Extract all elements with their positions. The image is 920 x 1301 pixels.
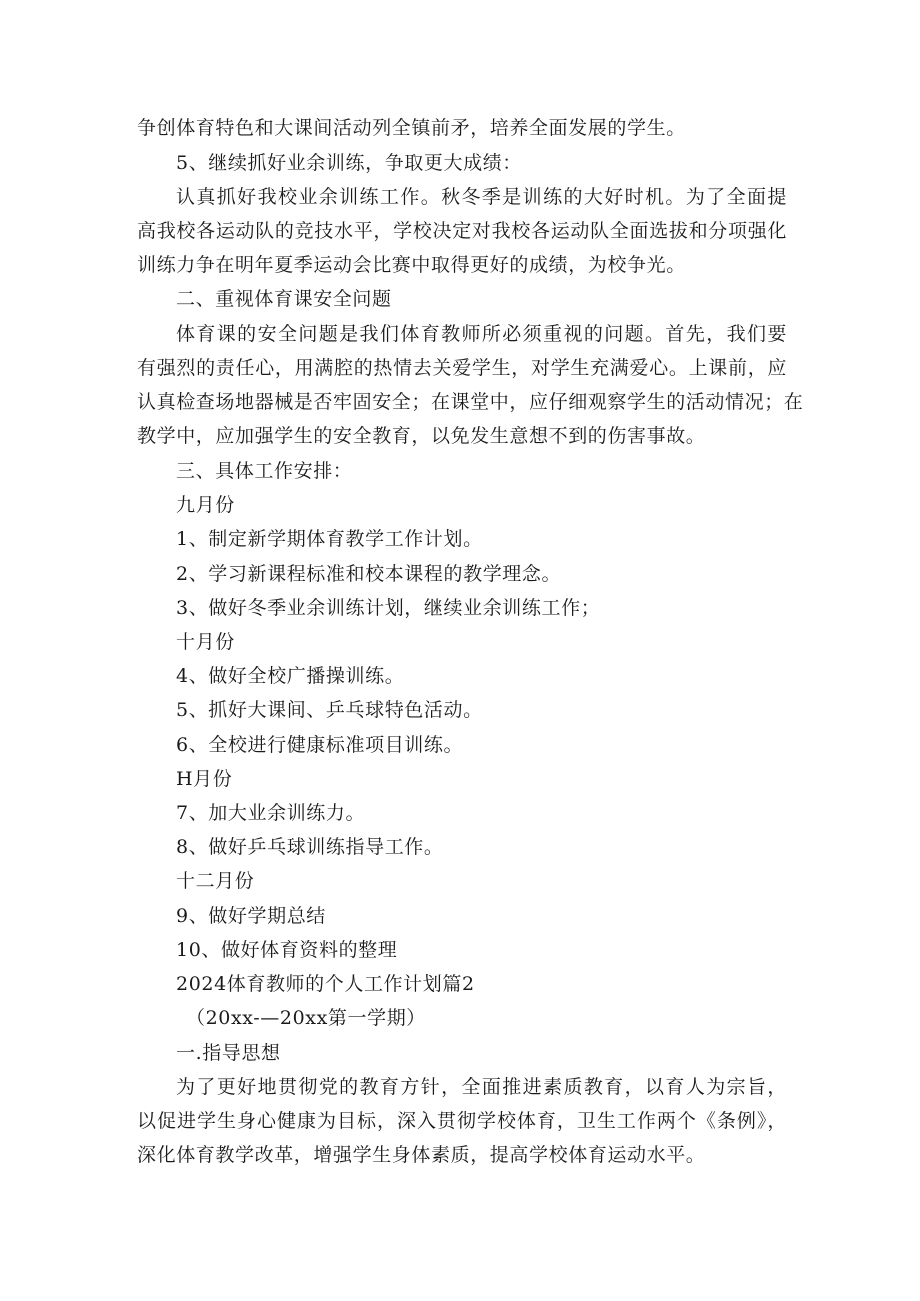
paragraph-line: 有强烈的责任心，用满腔的热情去关爱学生，对学生充满爱心。上课前，应 [137, 357, 787, 379]
paragraph-line: 以促进学生身心健康为目标，深入贯彻学校体育，卫生工作两个《条例》， [137, 1110, 787, 1132]
month-heading: 九月份 [176, 494, 235, 516]
list-item: 4、做好全校广播操训练。 [176, 665, 405, 687]
section-heading: 二、重视体育课安全问题 [176, 288, 392, 310]
list-item: 6、全校进行健康标准项目训练。 [176, 734, 464, 756]
list-item: 5、抓好大课间、乒乓球特色活动。 [176, 699, 483, 721]
list-item: 5、继续抓好业余训练，争取更大成绩： [176, 152, 522, 174]
month-heading: 十月份 [176, 631, 235, 653]
document-title: 2024体育教师的个人工作计划篇2 [176, 973, 475, 995]
month-heading: 十二月份 [176, 870, 255, 892]
paragraph-line: 教学中，应加强学生的安全教育，以免发生意想不到的伤害事故。 [137, 425, 706, 447]
list-item: 7、加大业余训练力。 [176, 802, 366, 824]
paragraph-line: 认真检查场地器械是否牢固安全；在课堂中，应仔细观察学生的活动情况；在 [137, 391, 804, 413]
section-heading: 一.指导思想 [176, 1042, 281, 1064]
paragraph-line: 认真抓好我校业余训练工作。秋冬季是训练的大好时机。为了全面提 [176, 186, 787, 208]
paragraph-line: 争创体育特色和大课间活动列全镇前矛，培养全面发展的学生。 [137, 117, 686, 139]
list-item: 1、制定新学期体育教学工作计划。 [176, 528, 483, 550]
paragraph-line: 高我校各运动队的竞技水平，学校决定对我校各运动队全面选拔和分项强化 [137, 220, 787, 242]
list-item: 2、学习新课程标准和校本课程的教学理念。 [176, 563, 562, 585]
semester-label: （20xx-—20xx第一学期） [186, 1007, 426, 1029]
paragraph-line: 为了更好地贯彻党的教育方针，全面推进素质教育，以育人为宗旨， [176, 1076, 787, 1098]
month-heading: H月份 [176, 768, 233, 790]
section-heading: 三、具体工作安排： [176, 460, 353, 482]
list-item: 8、做好乒乓球训练指导工作。 [176, 836, 444, 858]
paragraph-line: 深化体育教学改革，增强学生身体素质，提高学校体育运动水平。 [137, 1144, 706, 1166]
paragraph-line: 训练力争在明年夏季运动会比赛中取得更好的成绩，为校争光。 [137, 254, 686, 276]
list-item: 3、做好冬季业余训练计划，继续业余训练工作； [176, 597, 601, 619]
paragraph-line: 体育课的安全问题是我们体育教师所必须重视的问题。首先，我们要 [176, 323, 787, 345]
list-item: 10、做好体育资料的整理 [176, 939, 398, 961]
list-item: 9、做好学期总结 [176, 905, 326, 927]
